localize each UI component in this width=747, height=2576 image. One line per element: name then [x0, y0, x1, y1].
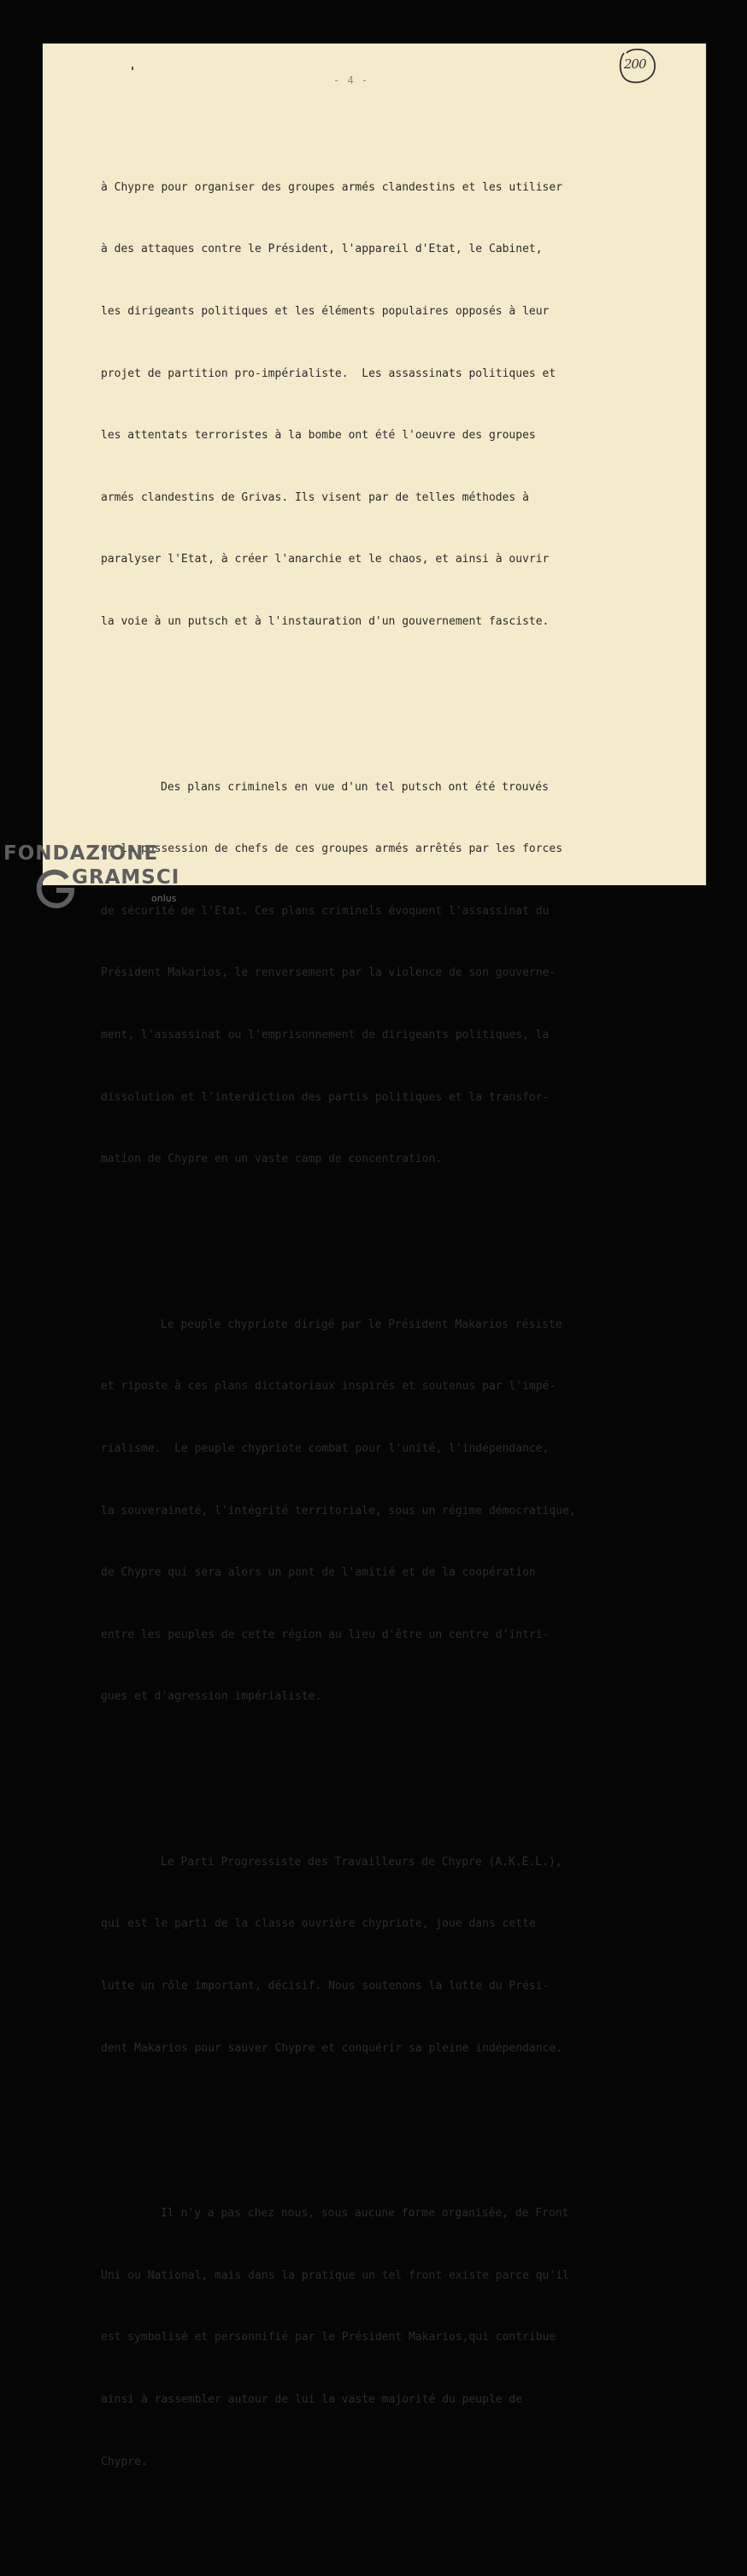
watermark-title: FONDAZIONE — [3, 842, 159, 865]
watermark-suffix: onlus — [151, 893, 177, 904]
paragraph-1 — [101, 136, 691, 673]
text-line: Le Parti Progressiste des Travailleurs de Chypre (A.K.E.L.), — [161, 1855, 562, 1869]
text-line: de Chypre qui sera alors un pont de l'amitié et de la coopération — [101, 1566, 536, 1580]
tick-mark — [132, 67, 133, 70]
text-line: Président Makarios, le renversement par la violence de son gouverne- — [101, 966, 556, 980]
text-line: Des plans criminels en vue d'un tel putsch ont été trouvés — [161, 780, 549, 794]
text-line: Uni ou National, mais dans la pratique un tel front existe parce qu'il — [101, 2268, 569, 2282]
text-line: paralyser l'Etat, à créer l'anarchie et le chaos, et ainsi à ouvrir — [101, 553, 550, 566]
text-line: ment, l'assassinat ou l'emprisonnement de dirigeants politiques, la — [101, 1028, 550, 1042]
paragraph-4 — [101, 1810, 691, 2100]
text-line: Chypre. — [101, 2455, 148, 2468]
text-line: les dirigeants politiques et les éléments populaires opposés à leur — [101, 305, 550, 318]
folio-number: 200 — [624, 56, 646, 72]
text-line: et riposte à ces plans dictatoriaux inspirés et soutenus par l'impé- — [101, 1380, 556, 1394]
text-line: armés clandestins de Grivas. Ils visent par de telles méthodes à — [101, 490, 529, 504]
page-number: - 4 - — [333, 74, 369, 86]
paragraph-3 — [101, 1273, 691, 1749]
text-line: Il n'y a pas chez nous, sous aucune forme organisée, de Front — [161, 2207, 569, 2221]
text-line: ainsi à rassembler autour de lui la vaste majorité du peuple de — [101, 2393, 523, 2407]
text-line: gues et d'agression impérialiste. — [101, 1690, 322, 1704]
watermark-subtitle: GRAMSCI — [72, 866, 180, 889]
text-line: qui est le parti de la classe ouvrière chypriote, joue dans cette — [101, 1917, 536, 1931]
text-line: les attentats terroristes à la bombe ont été l'oeuvre des groupes — [101, 429, 536, 443]
text-line: en la possession de chefs de ces groupes armés arrêtés par les forces — [101, 842, 563, 856]
paragraph-5 — [101, 2162, 691, 2514]
text-line: dissolution et l'interdiction des partis politiques et la transfor- — [101, 1090, 550, 1104]
text-line: la voie à un putsch et à l'instauration d'un gouvernement fasciste. — [101, 614, 550, 628]
watermark — [3, 842, 200, 919]
text-line: dent Makarios pour sauver Chypre et conquérir sa pleine indépendance. — [101, 2041, 563, 2055]
text-line: projet de partition pro-impérialiste. Les assassinats politiques et — [101, 367, 556, 380]
text-line: est symbolisé et personnifié par le Président Makarios,qui contribue — [101, 2331, 556, 2344]
text-line: de sécurité de l'Etat. Ces plans criminels évoquent l'assassinat du — [101, 904, 550, 918]
text-line: mation de Chypre en un vaste camp de concentration. — [101, 1153, 443, 1166]
text-line: à des attaques contre le Président, l'appareil d'Etat, le Cabinet, — [101, 243, 543, 256]
body-text — [101, 95, 691, 2576]
paragraph-2 — [101, 736, 691, 1212]
text-line: à Chypre pour organiser des groupes armés clandestins et les utiliser — [101, 180, 563, 194]
text-line: la souveraineté, l'intégrité territoriale, sous un régime démocratique, — [101, 1504, 576, 1517]
text-line: Le peuple chypriote dirigé par le Président Makarios résiste — [161, 1317, 562, 1331]
text-line: entre les peuples de cette région au lieu d'être un centre d'intri- — [101, 1628, 550, 1641]
text-line: rialisme. Le peuple chypriote combat pour l'unité, l'indépendance, — [101, 1441, 550, 1455]
text-line: lutte un rôle important, décisif. Nous soutenons la lutte du Prési- — [101, 1980, 550, 1993]
